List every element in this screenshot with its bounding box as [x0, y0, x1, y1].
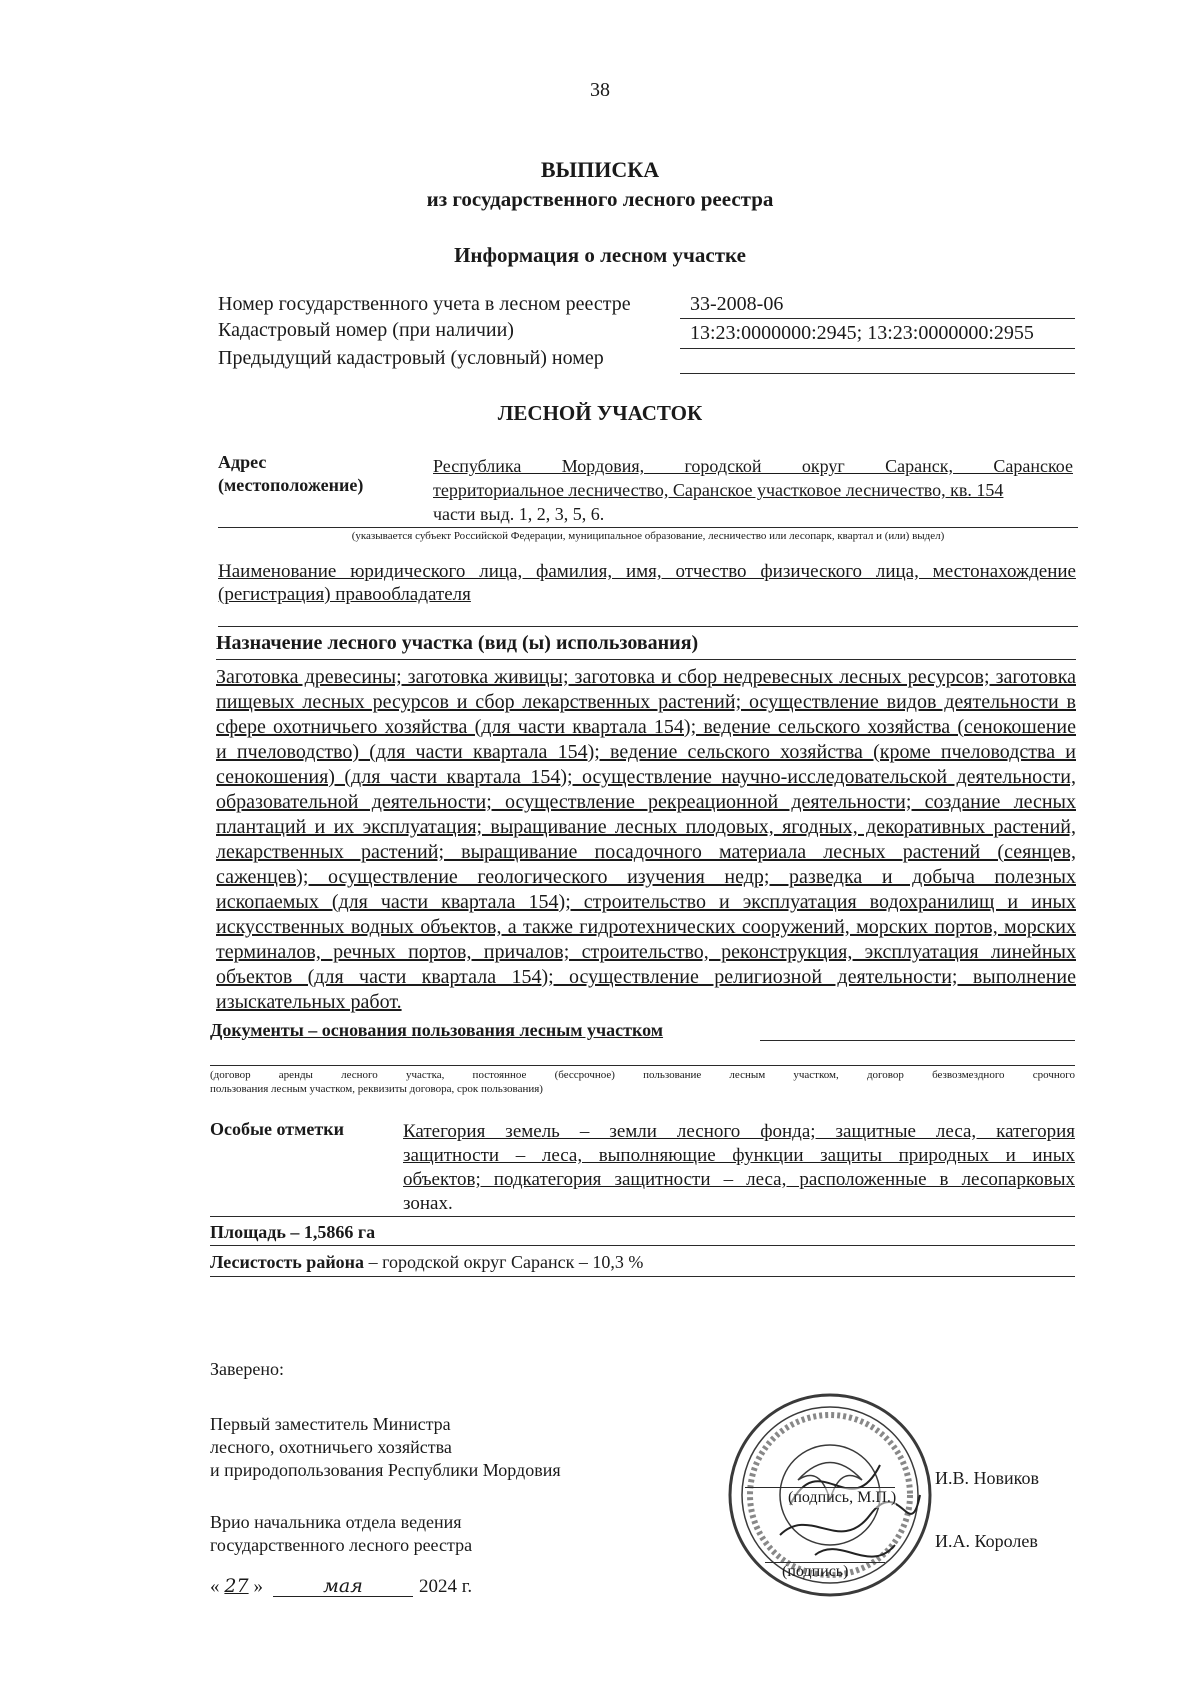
registry-number-label: Номер государственного учета в лесном реестре: [218, 293, 631, 315]
address-underline: [218, 527, 1078, 528]
holder-line-1: Наименование юридического лица, фамилия, имя, отчество физического лица, местонахождение: [218, 561, 1076, 582]
address-label: Адрес: [218, 452, 267, 472]
forest-cover-row: [210, 1250, 643, 1274]
special-line-last: зонах.: [403, 1193, 453, 1214]
cadastral-number-value: 13:23:0000000:2945; 13:23:0000000:2955: [690, 322, 1034, 344]
document-title: ВЫПИСКА: [540, 157, 660, 182]
purpose-heading: Назначение лесного участка (вид (ы) использования): [216, 632, 699, 654]
purpose-line: саженцев); осуществление геологического изучения недр; разведка и добыча полезных: [216, 866, 1076, 888]
signer2-line: государственного лесного реестра: [210, 1535, 473, 1555]
date-row: [210, 1574, 472, 1599]
forest-cover-label: Лесистость района: [210, 1252, 365, 1272]
cadastral-number-underline: [680, 348, 1075, 349]
purpose-line: лекарственных растений; выращивание посадочного материала лесных растений (сеянцев,: [216, 841, 1076, 863]
documents-note-1: (договор аренды лесного участка, постоянное (бессрочное) пользование лесным участком, договор безвозмездного срочного: [210, 1069, 1075, 1081]
purpose-line: терминалов, речных портов, причалов; строительство, реконструкция, эксплуатация линейных: [216, 941, 1076, 963]
forest-cover-value: – городской округ Саранск – 10,3 %: [364, 1252, 644, 1272]
registry-number-underline: [680, 318, 1075, 319]
signer2-line: Врио начальника отдела ведения: [210, 1512, 462, 1532]
area-label: Площадь – 1,5866 га: [210, 1222, 376, 1242]
address-label-sub: (местоположение): [218, 475, 364, 495]
special-label: Особые отметки: [210, 1119, 344, 1139]
signer1-name: И.В. Новиков: [935, 1468, 1039, 1488]
date-open-quote: «: [210, 1576, 220, 1597]
holder-underline: [218, 626, 1078, 627]
date-month: мая: [273, 1576, 413, 1597]
documents-heading: Документы – основания пользования лесным участком: [210, 1020, 664, 1040]
purpose-line: ископаемых (для части квартала 154); строительство и эксплуатация водохранилищ и иных: [216, 891, 1076, 913]
purpose-line: искусственных водных объектов, а также гидротехнических сооружений, морских портов, морских: [216, 916, 1076, 938]
special-line: объектов; подкатегория защитности – леса, расположенные в лесопарковых: [403, 1169, 1075, 1190]
previous-number-underline: [680, 373, 1075, 374]
purpose-line: Заготовка древесины; заготовка живицы; заготовка и сбор недревесных лесных ресурсов; заготовка: [216, 666, 1076, 688]
special-underline: [210, 1216, 1075, 1217]
purpose-heading-underline: [216, 659, 1076, 660]
signer1-sign-caption: (подпись, М.П.): [788, 1489, 897, 1506]
section-heading: ЛЕСНОЙ УЧАСТОК: [497, 401, 703, 425]
registry-number-value: 33-2008-06: [690, 293, 784, 315]
purpose-line: сенокошения) (для части квартала 154); осуществление научно-исследовательской деятельности,: [216, 766, 1076, 788]
documents-underline: [210, 1065, 1075, 1066]
signer2-position: [210, 1511, 472, 1557]
document-subtitle: из государственного лесного реестра: [426, 187, 774, 211]
purpose-line: пищевых лесных ресурсов и сбор лекарственных растений; осуществление видов деятельности в: [216, 691, 1076, 713]
address-line-1: Республика Мордовия, городской округ Саранск, Саранское: [433, 456, 1073, 476]
date-close-quote: »: [253, 1576, 263, 1597]
purpose-line: образовательной деятельности; осуществление рекреационной деятельности; создание лесных: [216, 791, 1076, 813]
purpose-line: сфере охотничьего хозяйства (для части квартала 154); ведение сельского хозяйства (сенокошение: [216, 716, 1076, 738]
forest-cover-underline: [210, 1276, 1075, 1277]
purpose-line: и пчеловодство) (для части квартала 154); ведение сельского хозяйства (кроме пчеловодства и: [216, 741, 1076, 763]
documents-heading-fill: [760, 1040, 1075, 1041]
page-number: 38: [590, 79, 610, 101]
signer1-sign-line: [745, 1487, 895, 1488]
address-line-2: территориальное лесничество, Саранское участковое лесничество, кв. 154: [433, 480, 1004, 500]
date-day: 27: [224, 1575, 249, 1597]
signer2-name: И.А. Королев: [935, 1531, 1038, 1551]
signer1-line: лесного, охотничьего хозяйства: [210, 1437, 452, 1457]
date-year: 2024 г.: [419, 1576, 473, 1597]
address-note: (указывается субъект Российской Федерации, муниципальное образование, лесничество или лесопарк, квартал и (или) выдел): [351, 530, 945, 542]
signer2-sign-caption: (подпись): [782, 1563, 849, 1580]
special-line: Категория земель – земли лесного фонда; защитные леса, категория: [403, 1121, 1075, 1142]
holder-line-2: (регистрация) правообладателя: [218, 584, 471, 605]
info-heading: Информация о лесном участке: [454, 243, 746, 267]
purpose-line: объектов (для части квартала 154); осуществление религиозной деятельности; выполнение: [216, 966, 1076, 988]
signer1-position: [210, 1413, 561, 1482]
certified-label: Заверено:: [210, 1359, 285, 1379]
purpose-line-last: изыскательных работ.: [216, 991, 402, 1013]
area-underline: [210, 1245, 1075, 1246]
special-line: защитности – леса, выполняющие функции защиты природных и иных: [403, 1145, 1075, 1166]
cadastral-number-label: Кадастровый номер (при наличии): [218, 319, 514, 341]
signer1-line: Первый заместитель Министра: [210, 1414, 451, 1434]
purpose-line: плантаций и их эксплуатация; выращивание лесных плодовых, ягодных, декоративных растений,: [216, 816, 1076, 838]
previous-number-label: Предыдущий кадастровый (условный) номер: [218, 347, 604, 369]
address-line-3: части выд. 1, 2, 3, 5, 6.: [433, 504, 605, 524]
documents-note-2: пользования лесным участком, реквизиты договора, срок пользования): [210, 1083, 543, 1095]
signer1-line: и природопользования Республики Мордовия: [210, 1460, 561, 1480]
